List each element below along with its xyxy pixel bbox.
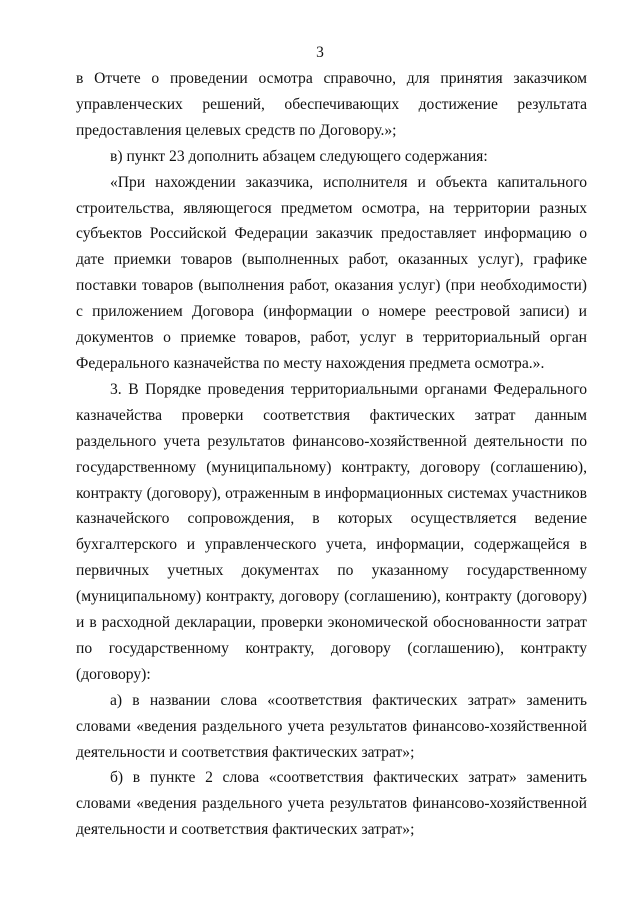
document-body xyxy=(76,66,587,843)
paragraph-item-b: б) в пункте 2 слова «соответствия фактических затрат» заменить словами «ведения раздельного учета результатов финансово-хозяйственной деятельности и соответствия фактических затрат»; xyxy=(76,769,587,839)
paragraph-item-v: в) пункт 23 дополнить абзацем следующего содержания: xyxy=(110,147,488,165)
paragraph-item-a: а) в названии слова «соответствия фактических затрат» заменить словами «ведения раздельного учета результатов финансово-хозяйственной деятельности и соответствия фактических затрат»; xyxy=(76,691,587,761)
paragraph-continuation: в Отчете о проведении осмотра справочно, для принятия заказчиком управленческих решений, обеспечивающих достижение результата предоставления целевых средств по Договору.»; xyxy=(76,70,587,139)
page-number: 3 xyxy=(316,44,324,61)
paragraph-quote: «При нахождении заказчика, исполнителя и объекта капитального строительства, являющегося предметом осмотра, на территории разных субъектов Российской Федерации заказчик предоставляет информацию о дате приемки товаров (выполненных работ, оказанных услуг), графике поставки товаров (выполнения работ, оказания услуг) (при необходимости) с приложением Договора (информации о номере реестровой записи) и документов о приемке товаров, работ, услуг в территориальный орган Федерального казначейства по месту нахождения предмета осмотра.». xyxy=(76,173,587,372)
paragraph-section-3: 3. В Порядке проведения территориальными органами Федерального казначейства проверки соответствия фактических затрат данным раздельного учета результатов финансово-хозяйственной деятельности по государственному (муниципальному) контракту, договору (соглашению), контракту (договору), отраженным в информационных системах участников казначейского сопровождения, в которых осуществляется ведение бухгалтерского и управленческого учета, информации, содержащейся в первичных учетных документах по указанному государственному (муниципальному) контракту, договору (соглашению), контракту (договору) и в расходной декларации, проверки экономической обоснованности затрат по государственному контракту, договору (соглашению), контракту (договору): xyxy=(76,380,587,683)
